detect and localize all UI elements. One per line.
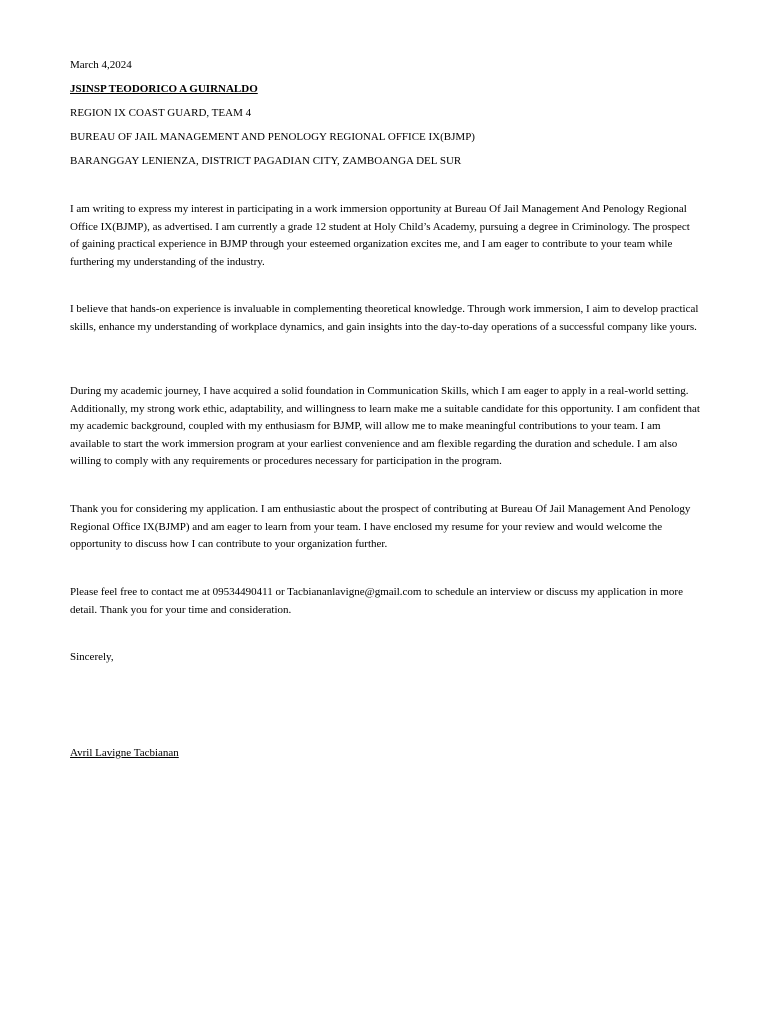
closing: Sincerely, xyxy=(70,651,114,663)
signature-name: Avril Lavigne Tacbianan xyxy=(70,747,179,759)
body-paragraph-1: I am writing to express my interest in participating in a work immersion opportunity at Bureau Of Jail Management And Penology Regional Office IX(BJMP), as advertised. I am currently a grade 12 student at Holy Child’s Academy, pursuing a degree in Criminology. The prospect of gaining practical experience in BJMP through your esteemed organization excites me, and I am eager to contribute to your team while furthering my understanding of the industry. xyxy=(70,203,690,268)
recipient-unit: REGION IX COAST GUARD, TEAM 4 xyxy=(70,107,252,119)
body-paragraph-5: Please feel free to contact me at 09534490411 or Tacbiananlavigne@gmail.com to schedule an interview or discuss my application in more detail. Thank you for your time and consideration. xyxy=(70,586,683,616)
body-paragraph-2: I believe that hands-on experience is invaluable in complementing theoretical knowledge. Through work immersion, I aim to develop practical skills, enhance my understanding of workplace dynamics, and gain insights into the day-to-day operations of a successful company like yours. xyxy=(70,303,699,333)
recipient-address: BARANGGAY LENIENZA, DISTRICT PAGADIAN CITY, ZAMBOANGA DEL SUR xyxy=(70,155,462,167)
recipient-office: BUREAU OF JAIL MANAGEMENT AND PENOLOGY REGIONAL OFFICE IX(BJMP) xyxy=(70,131,475,143)
body-paragraph-3: During my academic journey, I have acquired a solid foundation in Communication Skills, which I am eager to apply in a real-world setting. Additionally, my strong work ethic, adaptability, and willingness to learn make me a suitable candidate for this opportunity. I am confident that my academic background, coupled with my enthusiasm for BJMP, will allow me to make meaningful contributions to your team. I am available to start the work immersion program at your earliest convenience and am flexible regarding the duration and schedule. I am also willing to comply with any requirements or procedures necessary for participation in the program. xyxy=(70,385,700,467)
recipient-name: JSINSP TEODORICO A GUIRNALDO xyxy=(70,83,258,95)
letter-date: March 4,2024 xyxy=(70,59,132,71)
body-paragraph-4: Thank you for considering my application. I am enthusiastic about the prospect of contributing at Bureau Of Jail Management And Penology Regional Office IX(BJMP) and am eager to learn from your team. I have enclosed my resume for your review and would welcome the opportunity to discuss how I can contribute to your organization further. xyxy=(70,503,691,550)
